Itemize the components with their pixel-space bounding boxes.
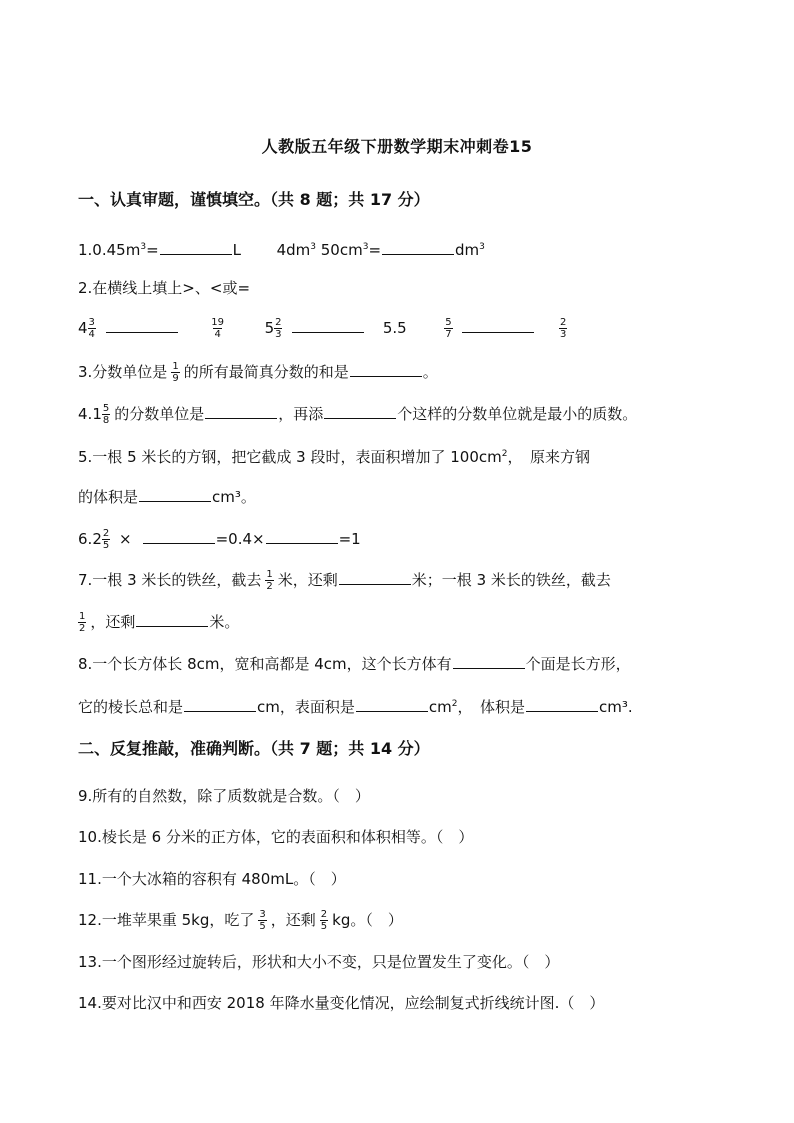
answer-blank[interactable] <box>184 695 256 712</box>
answer-blank[interactable] <box>205 402 277 419</box>
question-12: 12.一堆苹果重 5kg，吃了 $\frac{3}{5}$ ，还剩 $\frac{2}{5}$ kg。（ ） <box>78 909 403 932</box>
answer-blank[interactable] <box>339 568 411 585</box>
answer-blank[interactable] <box>453 652 525 669</box>
question-10: 10.棱长是 6 分米的正方体，它的表面积和体积相等。（ ） <box>78 828 474 846</box>
question-8-line2: 它的棱长总和是 cm，表面积是 $cm^2$， 体积是 cm³. <box>78 693 633 718</box>
question-6: 6.2 $\frac{2}{5}$ × =0.4× =1 <box>78 528 361 551</box>
page-title: 人教版五年级下册数学期末冲刺卷15 <box>261 137 533 156</box>
answer-blank[interactable] <box>160 238 232 255</box>
compare-blank[interactable] <box>462 316 534 333</box>
question-11: 11.一个大冰箱的容积有 480mL。（ ） <box>78 870 346 888</box>
question-9: 9.所有的自然数，除了质数就是合数。（ ） <box>78 787 370 805</box>
answer-blank[interactable] <box>526 695 598 712</box>
answer-blank[interactable] <box>382 238 454 255</box>
question-13: 13.一个图形经过旋转后，形状和大小不变，只是位置发生了变化。（ ） <box>78 953 560 971</box>
question-2-comparisons: 4 $\frac{3}{4}$ $\frac{19}{4}$ 5 $\frac{2}{3}$ 5.5 $\frac{5}{7}$ $\frac{2}{3}$ <box>78 317 567 340</box>
answer-blank[interactable] <box>350 360 422 377</box>
question-5-line2: 的体积是 cm³。 <box>78 485 256 508</box>
question-1: $1.0.45m^3= L$ $4dm^3$ $50cm^3= dm^3$ <box>78 236 485 261</box>
question-2-text: 2.在横线上填上>、<或= <box>78 279 251 297</box>
compare-blank[interactable] <box>106 316 178 333</box>
section-heading-fill-in: 一、认真审题，谨慎填空。（共 8 题；共 17 分） <box>78 190 430 209</box>
answer-blank[interactable] <box>266 527 338 544</box>
question-5-line1: 5.一根 5 米长的方钢，把它截成 3 段时，表面积增加了 $100cm^2$， 原来方钢 <box>78 448 590 466</box>
question-4: 4.1 $\frac{5}{8}$ 的分数单位是 ，再添 个这样的分数单位就是最小的质数。 <box>78 403 638 426</box>
question-8-line1: 8.一个长方体长 8cm，宽和高都是 4cm，这个长方体有 个面是长方形， <box>78 652 631 675</box>
answer-blank[interactable] <box>356 695 428 712</box>
question-14: 14.要对比汉中和西安 2018 年降水量变化情况，应绘制复式折线统计图.（ ） <box>78 994 605 1012</box>
answer-blank[interactable] <box>143 527 215 544</box>
section-heading-judge: 二、反复推敲，准确判断。（共 7 题；共 14 分） <box>78 739 430 758</box>
answer-blank[interactable] <box>136 610 208 627</box>
answer-blank[interactable] <box>139 485 211 502</box>
question-7-line1: 7.一根 3 米长的铁丝，截去 $\frac{1}{2}$ 米，还剩 米；一根 3 米长的铁丝，截去 <box>78 569 611 592</box>
compare-blank[interactable] <box>292 316 364 333</box>
question-7-line2: $\frac{1}{2}$ ，还剩 米。 <box>79 611 240 634</box>
question-3: 3.分数单位是 $\frac{1}{9}$ 的所有最简真分数的和是 。 <box>78 361 438 384</box>
answer-blank[interactable] <box>324 402 396 419</box>
